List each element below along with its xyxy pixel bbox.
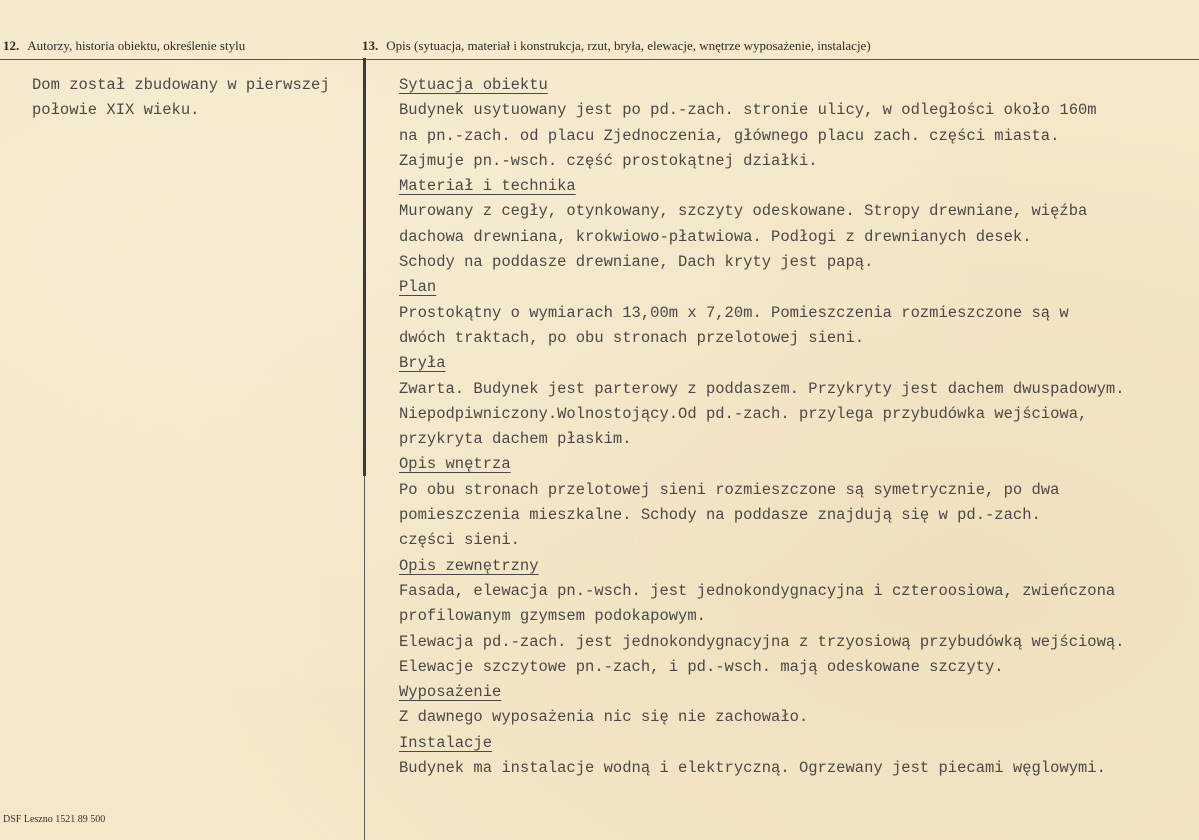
header-divider [0,59,1199,60]
section-heading: Opis wnętrza [399,455,511,474]
section-line: Po obu stronach przelotowej sieni rozmieszczone są symetrycznie, po dwa [399,480,1060,499]
section-line: przykryta dachem płaskim. [399,430,632,449]
section-line: Schody na poddasze drewniane, Dach kryty jest papą. [399,253,874,272]
left-header-number: 12. [3,38,20,53]
section-line: Fasada, elewacja pn.-wsch. jest jednokondygnacyjna i czteroosiowa, zwieńczona [399,581,1116,600]
section-line: Murowany z cegły, otynkowany, szczyty odeskowane. Stropy drewniane, więźba [399,202,1088,221]
printer-footer: DSF Leszno 1521 89 500 [3,814,106,825]
history-line: połowie XIX wieku. [32,101,200,119]
section-heading: Materiał i technika [399,177,576,196]
section-line: Zajmuje pn.-wsch. część prostokątnej działki. [399,151,818,170]
description-text [399,73,1189,781]
section-line: profilowanym gzymsem podokapowym. [399,607,706,626]
column-divider-lower [364,476,365,840]
left-column-header [3,38,245,54]
right-header-title: Opis (sytuacja, materiał i konstrukcja, rzut, bryła, elewacje, wnętrze wyposażenie, instalacje) [386,38,871,53]
section-line: Niepodpiwniczony.Wolnostojący.Od pd.-zach. przylega przybudówka wejściowa, [399,404,1088,423]
history-text [32,73,362,123]
section-heading: Opis zewnętrzny [399,556,539,575]
right-header-number: 13. [362,38,379,53]
section-line: Zwarta. Budynek jest parterowy z poddaszem. Przykryty jest dachem dwuspadowym. [399,379,1125,398]
section-line: Budynek usytuowany jest po pd.-zach. stronie ulicy, w odległości około 160m [399,101,1097,120]
section-line: pomieszczenia mieszkalne. Schody na poddasze znajdują się w pd.-zach. [399,506,1041,525]
section-line: części sieni. [399,531,520,550]
section-line: Prostokątny o wymiarach 13,00m x 7,20m. Pomieszczenia rozmieszczone są w [399,303,1069,322]
section-heading: Plan [399,278,437,297]
left-header-title: Autorzy, historia obiektu, określenie stylu [27,38,246,53]
section-line: Budynek ma instalacje wodną i elektryczną. Ogrzewany jest piecami węglowymi. [399,759,1106,778]
section-line: dachowa drewniana, krokwiowo-płatwiowa. Podłogi z drewnianych desek. [399,227,1032,246]
section-line: Elewacja pd.-zach. jest jednokondygnacyjna z trzyosiową przybudówką wejściową. [399,632,1125,651]
right-column-header [362,38,871,54]
section-heading: Sytuacja obiektu [399,76,548,94]
section-line: dwóch traktach, po obu stronach przelotowej sieni. [399,328,865,347]
section-heading: Wyposażenie [399,683,502,702]
section-line: Z dawnego wyposażenia nic się nie zachowało. [399,708,809,727]
section-heading: Bryła [399,354,446,373]
history-line: Dom został zbudowany w pierwszej [32,76,330,94]
section-line: Elewacje szczytowe pn.-zach, i pd.-wsch. mają odeskowane szczyty. [399,657,1004,676]
column-divider [363,58,366,476]
section-heading: Instalacje [399,733,493,752]
section-line: na pn.-zach. od placu Zjednoczenia, głównego placu zach. części miasta. [399,126,1060,145]
